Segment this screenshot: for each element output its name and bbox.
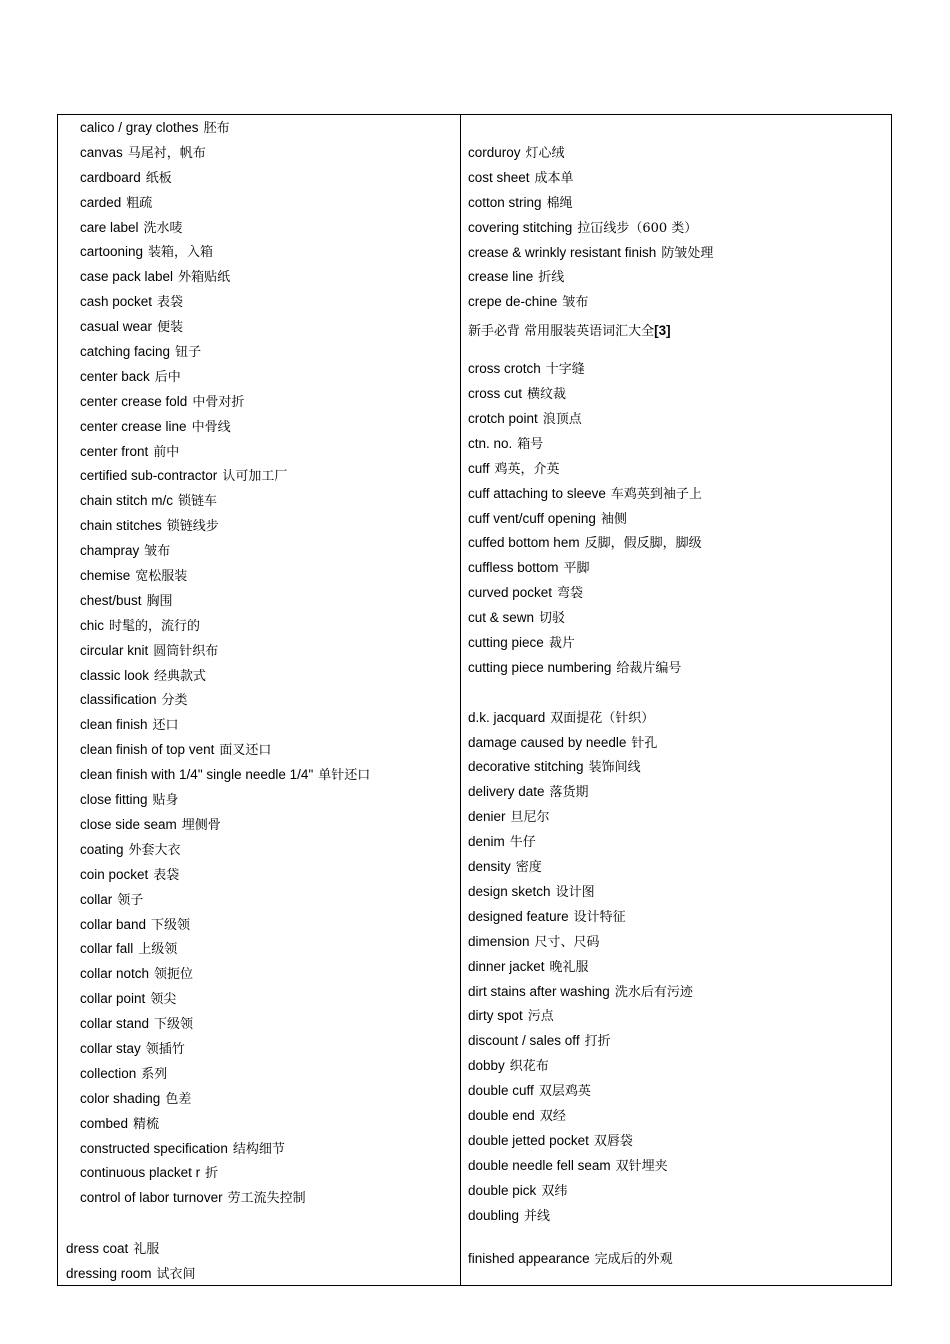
vocab-english: dirty spot xyxy=(468,1008,523,1024)
vocab-english: discount / sales off xyxy=(468,1033,580,1049)
vocab-chinese: 认可加工厂 xyxy=(222,469,288,485)
vocab-entry xyxy=(80,265,370,290)
vocab-english: canvas xyxy=(80,144,123,160)
vocab-chinese: 牛仔 xyxy=(509,835,536,851)
vocab-chinese: 胸围 xyxy=(146,593,173,609)
vocab-english: catching facing xyxy=(80,344,171,360)
vocab-english: double pick xyxy=(468,1182,537,1198)
vocab-entry xyxy=(80,1161,370,1186)
vocab-english: care label xyxy=(80,219,139,235)
vocab-chinese: 马尾衬，帆布 xyxy=(127,145,206,161)
vocab-chinese: 领尖 xyxy=(150,992,177,1008)
vocab-entry xyxy=(80,440,370,465)
vocab-chinese: 拉冚线步（600 类） xyxy=(577,220,698,236)
vocab-chinese: 洗水唛 xyxy=(143,220,183,236)
vocab-chinese: 晚礼服 xyxy=(549,959,589,975)
vocab-entry xyxy=(80,888,370,913)
vocab-entry xyxy=(80,141,370,166)
vocab-english: cost sheet xyxy=(468,169,530,185)
vocab-english: curved pocket xyxy=(468,585,553,601)
vocab-chinese: 结构细节 xyxy=(232,1141,285,1157)
vocab-entry xyxy=(80,813,370,838)
vocab-chinese: 前中 xyxy=(153,444,180,460)
vocab-english: dirt stains after washing xyxy=(468,983,610,999)
vocab-entry xyxy=(468,507,713,532)
vocab-english: certified sub-contractor xyxy=(80,468,218,484)
vocab-chinese: 箱号 xyxy=(517,436,544,452)
vocab-entry xyxy=(80,987,370,1012)
vocab-chinese: 纸板 xyxy=(145,170,172,186)
vocab-chinese: 裁片 xyxy=(548,636,575,652)
vocab-chinese: 时髦的，流行的 xyxy=(109,618,201,634)
vocab-entry xyxy=(468,1029,713,1054)
vocab-chinese: 领扼位 xyxy=(154,967,194,983)
vocab-entry xyxy=(468,930,713,955)
vocab-english: cardboard xyxy=(80,169,141,185)
vocab-entry xyxy=(468,980,713,1005)
vocab-chinese: 锁链线步 xyxy=(166,519,219,535)
vocab-entry xyxy=(80,216,370,241)
vocab-entry xyxy=(468,805,713,830)
vocab-chinese: 表袋 xyxy=(153,867,180,883)
vocab-entry xyxy=(80,1037,370,1062)
vocab-entry xyxy=(80,589,370,614)
vocab-english: chain stitch m/c xyxy=(80,493,174,509)
vocab-chinese: 完成后的外观 xyxy=(594,1252,673,1268)
vocab-english: combed xyxy=(80,1115,129,1131)
vocab-entry xyxy=(80,738,370,763)
vocab-chinese: 单针还口 xyxy=(318,768,371,784)
vocab-chinese: 平脚 xyxy=(563,561,590,577)
vocab-english: collar xyxy=(80,891,113,907)
vocab-english: collar stand xyxy=(80,1016,150,1032)
vocab-entry xyxy=(468,241,713,266)
right-column xyxy=(468,141,713,1272)
vocab-entry xyxy=(80,937,370,962)
vocab-entry xyxy=(468,755,713,780)
vocab-english: cutting piece xyxy=(468,635,544,651)
vocab-entry xyxy=(80,564,370,589)
vocab-chinese: 落货期 xyxy=(549,785,589,801)
vocab-chinese: 礼服 xyxy=(133,1242,160,1257)
vocab-entry xyxy=(80,1112,370,1137)
vocab-english: cotton string xyxy=(468,194,542,210)
vocab-english: center crease fold xyxy=(80,393,188,409)
vocab-english: coin pocket xyxy=(80,866,149,882)
vocab-chinese: 外箱贴纸 xyxy=(178,270,231,286)
vocab-english: crotch point xyxy=(468,411,538,427)
vocab-chinese: 领插竹 xyxy=(145,1041,185,1057)
vocab-english: color shading xyxy=(80,1090,161,1106)
vocab-chinese: 精梳 xyxy=(133,1116,160,1132)
vocab-english: collar fall xyxy=(80,941,134,957)
vocab-entry xyxy=(80,614,370,639)
vocab-english: classic look xyxy=(80,667,150,683)
vocab-entry xyxy=(80,664,370,689)
right-group-cr xyxy=(468,357,713,681)
vocab-english: cuff xyxy=(468,460,490,476)
vocab-entry xyxy=(80,962,370,987)
vocab-entry xyxy=(468,830,713,855)
heading-ref: [3] xyxy=(654,323,671,339)
vocab-english: doubling xyxy=(468,1207,520,1223)
vocab-english: collar band xyxy=(80,916,147,932)
vocab-chinese: 系列 xyxy=(141,1066,168,1082)
vocab-entry xyxy=(468,955,713,980)
vocab-entry xyxy=(80,464,370,489)
right-group-c xyxy=(468,141,713,315)
vocab-chinese: 袖侧 xyxy=(600,511,627,527)
vocab-english: constructed specification xyxy=(80,1140,228,1156)
vocab-entry xyxy=(66,1262,196,1287)
vocab-english: double cuff xyxy=(468,1083,534,1099)
vocab-chinese: 粗疏 xyxy=(126,195,153,211)
vocab-english: dinner jacket xyxy=(468,958,545,974)
vocab-english: double end xyxy=(468,1107,535,1123)
vocab-english: corduroy xyxy=(468,145,521,160)
vocab-chinese: 装饰间线 xyxy=(588,760,641,776)
spacer xyxy=(468,346,713,357)
vocab-chinese: 针孔 xyxy=(631,735,658,751)
vocab-entry xyxy=(80,240,370,265)
right-group-d xyxy=(468,706,713,1229)
vocab-entry xyxy=(80,191,370,216)
vocab-english: designed feature xyxy=(468,908,569,924)
vocab-entry xyxy=(468,382,713,407)
vocab-entry xyxy=(468,780,713,805)
vocab-entry xyxy=(80,1087,370,1112)
vocab-english: dressing room xyxy=(66,1265,152,1281)
heading-text: 新手必背 常用服装英语词汇大全 xyxy=(468,324,655,340)
vocab-entry xyxy=(80,688,370,713)
vocab-chinese: 后中 xyxy=(154,369,181,385)
vocab-chinese: 钮子 xyxy=(175,345,202,361)
left-column-tail xyxy=(66,1237,196,1287)
vocab-chinese: 中骨线 xyxy=(191,419,231,435)
vocab-english: center crease line xyxy=(80,418,187,434)
vocab-chinese: 洗水后有污迹 xyxy=(614,984,693,1000)
vocab-entry xyxy=(80,315,370,340)
vocab-entry xyxy=(468,880,713,905)
vocab-english: cutting piece numbering xyxy=(468,659,612,675)
vocab-chinese: 下级领 xyxy=(154,1017,194,1033)
vocab-entry xyxy=(80,763,370,788)
vocab-english: cash pocket xyxy=(80,294,153,310)
vocab-chinese: 还口 xyxy=(152,718,179,734)
vocab-english: case pack label xyxy=(80,269,174,285)
vocab-english: calico / gray clothes xyxy=(80,120,199,135)
vocab-entry xyxy=(80,713,370,738)
vocab-english: control of labor turnover xyxy=(80,1190,223,1206)
vocab-chinese: 设计图 xyxy=(555,884,595,900)
vocab-chinese: 成本单 xyxy=(534,170,574,186)
vocab-entry xyxy=(468,1179,713,1204)
vocab-english: continuous placket r xyxy=(80,1165,201,1181)
vocab-chinese: 胚布 xyxy=(203,121,230,136)
vocab-chinese: 防皱处理 xyxy=(661,245,714,261)
vocab-entry xyxy=(80,1012,370,1037)
vocab-chinese: 车鸡英到袖子上 xyxy=(610,486,702,502)
vocab-chinese: 埋侧骨 xyxy=(181,817,221,833)
vocab-entry xyxy=(468,265,713,290)
vocab-english: cut & sewn xyxy=(468,610,535,626)
vocab-entry xyxy=(468,166,713,191)
vocab-english: cuff vent/cuff opening xyxy=(468,510,596,526)
vocab-entry xyxy=(80,290,370,315)
vocab-english: collar stay xyxy=(80,1040,141,1056)
vocab-english: cartooning xyxy=(80,244,144,260)
vocab-english: cuffed bottom hem xyxy=(468,535,580,551)
vocab-chinese: 便装 xyxy=(157,320,184,336)
vocab-english: cuff attaching to sleeve xyxy=(468,485,606,501)
vocab-chinese: 横纹裁 xyxy=(527,387,567,403)
vocab-english: d.k. jacquard xyxy=(468,709,546,725)
vocab-english: dimension xyxy=(468,933,530,949)
vocab-chinese: 上级领 xyxy=(138,942,178,958)
vocab-entry xyxy=(80,913,370,938)
vocab-english: dress coat xyxy=(66,1241,129,1256)
vocab-entry xyxy=(468,706,713,731)
right-group-f xyxy=(468,1247,713,1272)
vocab-english: collection xyxy=(80,1065,137,1081)
vocab-entry xyxy=(80,365,370,390)
vocab-entry xyxy=(468,357,713,382)
vocab-english: design sketch xyxy=(468,883,551,899)
vocab-entry xyxy=(468,556,713,581)
vocab-chinese: 鸡英，介英 xyxy=(494,461,560,477)
vocab-chinese: 设计特征 xyxy=(573,909,626,925)
vocab-english: clean finish with 1/4" single needle 1/4" xyxy=(80,767,314,783)
vocab-entry xyxy=(80,863,370,888)
vocab-chinese: 皱布 xyxy=(562,295,589,311)
vocab-english: damage caused by needle xyxy=(468,734,627,750)
vocab-english: density xyxy=(468,859,511,875)
vocab-english: collar notch xyxy=(80,966,150,982)
vocab-entry xyxy=(80,788,370,813)
vocab-chinese: 双针埋夹 xyxy=(615,1158,668,1174)
vocab-entry xyxy=(80,340,370,365)
vocab-entry xyxy=(468,141,713,166)
vocab-entry xyxy=(80,514,370,539)
vocab-english: clean finish xyxy=(80,717,148,733)
vocab-chinese: 打折 xyxy=(584,1034,611,1050)
vocab-entry xyxy=(80,390,370,415)
vocab-entry xyxy=(468,1204,713,1229)
vocab-english: close side seam xyxy=(80,816,177,832)
vocab-english: finished appearance xyxy=(468,1251,590,1267)
vocab-entry xyxy=(80,1186,370,1211)
vocab-chinese: 双唇袋 xyxy=(593,1133,633,1149)
vocab-english: chemise xyxy=(80,568,131,584)
vocab-entry xyxy=(468,1104,713,1129)
vocab-chinese: 棉绳 xyxy=(546,195,573,211)
vocab-english: center front xyxy=(80,443,149,459)
vocab-entry xyxy=(80,539,370,564)
vocab-entry xyxy=(468,432,713,457)
vocab-chinese: 下级领 xyxy=(151,917,191,933)
vocab-chinese: 劳工流失控制 xyxy=(227,1191,306,1207)
vocab-chinese: 折线 xyxy=(538,270,565,286)
vocab-chinese: 浪顶点 xyxy=(542,412,582,428)
vocab-entry xyxy=(80,166,370,191)
vocab-chinese: 反脚，假反脚，脚级 xyxy=(584,536,702,552)
vocab-chinese: 双纬 xyxy=(541,1183,568,1199)
vocab-chinese: 灯心绒 xyxy=(525,146,565,161)
vocab-entry xyxy=(468,905,713,930)
vocab-english: circular knit xyxy=(80,642,149,658)
vocab-english: collar point xyxy=(80,991,146,1007)
vocab-chinese: 圆筒针织布 xyxy=(153,643,219,659)
vocab-entry xyxy=(468,855,713,880)
vocab-entry xyxy=(468,731,713,756)
vocab-chinese: 切驳 xyxy=(539,611,566,627)
vocab-chinese: 外套大衣 xyxy=(128,842,181,858)
vocab-entry xyxy=(468,1079,713,1104)
vocab-entry xyxy=(468,581,713,606)
vocab-entry xyxy=(80,415,370,440)
vocab-entry xyxy=(80,489,370,514)
vocab-chinese: 分类 xyxy=(161,693,188,709)
vocab-entry xyxy=(468,656,713,681)
vocab-entry xyxy=(66,1237,196,1262)
vocab-entry xyxy=(468,631,713,656)
vocab-chinese: 经典款式 xyxy=(154,668,207,684)
vocab-chinese: 宽松服装 xyxy=(135,569,188,585)
vocab-english: double jetted pocket xyxy=(468,1132,589,1148)
vocab-entry xyxy=(468,1247,713,1272)
vocab-entry xyxy=(468,457,713,482)
vocab-english: denier xyxy=(468,809,506,825)
vocab-english: cuffless bottom xyxy=(468,560,559,576)
vocab-english: cross cut xyxy=(468,386,523,402)
vocab-chinese: 色差 xyxy=(165,1091,192,1107)
vocab-entry xyxy=(80,116,370,141)
vocab-english: champray xyxy=(80,543,140,559)
vocab-english: crease line xyxy=(468,269,534,285)
vocab-entry xyxy=(468,191,713,216)
vocab-chinese: 面叉还口 xyxy=(219,743,272,759)
vocab-chinese: 尺寸、尺码 xyxy=(534,934,600,950)
vocab-chinese: 密度 xyxy=(515,860,542,876)
vocab-chinese: 双经 xyxy=(539,1108,566,1124)
vocab-chinese: 试衣间 xyxy=(156,1266,196,1282)
vocab-chinese: 贴身 xyxy=(152,793,179,809)
vocab-english: casual wear xyxy=(80,319,153,335)
vocab-entry xyxy=(468,1054,713,1079)
vocab-chinese: 领子 xyxy=(117,892,144,908)
vocab-english: coating xyxy=(80,841,124,857)
column-divider xyxy=(460,114,461,1286)
vocab-entry xyxy=(468,606,713,631)
vocab-chinese: 双面提花（针织） xyxy=(550,710,655,726)
vocab-english: chest/bust xyxy=(80,592,142,608)
vocab-chinese: 并线 xyxy=(524,1208,551,1224)
vocab-english: decorative stitching xyxy=(468,759,584,775)
vocab-entry xyxy=(468,216,713,241)
vocab-english: denim xyxy=(468,834,505,850)
vocab-english: center back xyxy=(80,368,150,384)
left-column xyxy=(80,116,370,1211)
vocab-entry xyxy=(468,1129,713,1154)
vocab-english: double needle fell seam xyxy=(468,1157,611,1173)
vocab-chinese: 污点 xyxy=(527,1009,554,1025)
vocab-chinese: 折 xyxy=(205,1166,219,1182)
vocab-chinese: 旦尼尔 xyxy=(510,810,550,826)
vocab-chinese: 表袋 xyxy=(157,295,184,311)
vocab-entry xyxy=(80,639,370,664)
vocab-english: crepe de-chine xyxy=(468,294,558,310)
vocab-chinese: 给裁片编号 xyxy=(616,660,682,676)
vocab-english: close fitting xyxy=(80,792,148,808)
vocab-entry xyxy=(468,482,713,507)
vocab-english: covering stitching xyxy=(468,219,573,235)
vocab-chinese: 皱布 xyxy=(144,544,171,560)
vocab-chinese: 十字缝 xyxy=(545,362,585,378)
page-heading xyxy=(468,315,713,346)
vocab-entry xyxy=(468,1154,713,1179)
vocab-english: chain stitches xyxy=(80,518,162,534)
vocab-chinese: 双层鸡英 xyxy=(538,1084,591,1100)
vocab-entry xyxy=(468,531,713,556)
vocab-english: classification xyxy=(80,692,157,708)
vocab-english: carded xyxy=(80,194,122,210)
vocab-english: ctn. no. xyxy=(468,435,513,451)
vocab-chinese: 中骨对折 xyxy=(192,394,245,410)
vocab-english: chic xyxy=(80,617,105,633)
vocab-english: crease & wrinkly resistant finish xyxy=(468,244,657,260)
vocab-english: dobby xyxy=(468,1058,505,1074)
vocab-entry xyxy=(80,1062,370,1087)
spacer xyxy=(468,681,713,706)
vocab-entry xyxy=(80,838,370,863)
vocab-english: clean finish of top vent xyxy=(80,742,215,758)
vocab-chinese: 弯袋 xyxy=(557,586,584,602)
vocab-english: delivery date xyxy=(468,784,545,800)
vocab-entry xyxy=(468,407,713,432)
vocab-english: cross crotch xyxy=(468,361,541,377)
vocab-chinese: 锁链车 xyxy=(178,494,218,510)
vocab-chinese: 装箱，入箱 xyxy=(148,245,214,261)
vocab-entry xyxy=(80,1137,370,1162)
vocab-entry xyxy=(468,290,713,315)
vocab-entry xyxy=(468,1004,713,1029)
vocab-chinese: 织花布 xyxy=(509,1059,549,1075)
